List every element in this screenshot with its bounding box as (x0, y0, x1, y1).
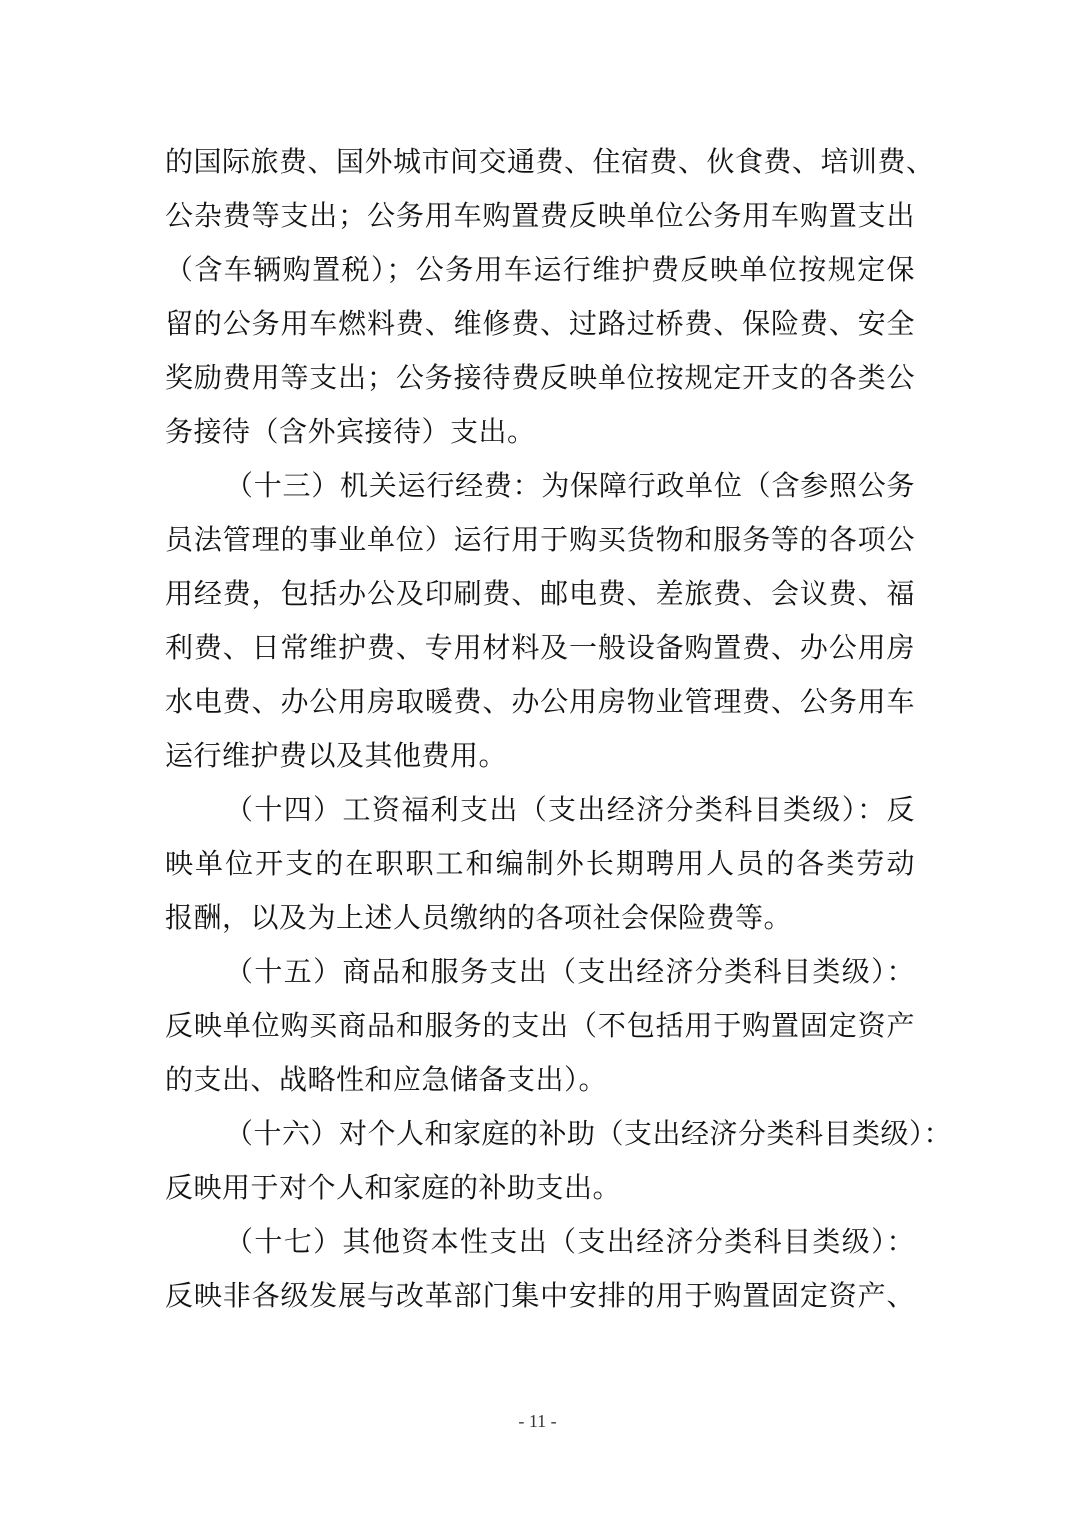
body-text-line: 利费、日常维护费、专用材料及一般设备购置费、办公用房 (165, 631, 915, 664)
body-text-line: 运行维护费以及其他费用。 (165, 739, 508, 772)
body-text-line: 水电费、办公用房取暖费、办公用房物业管理费、公务用车 (165, 685, 915, 718)
section-heading-line: （十七）其他资本性支出（支出经济分类科目类级）： (225, 1225, 915, 1258)
section-heading-line: （十六）对个人和家庭的补助（支出经济分类科目类级）： (225, 1117, 953, 1150)
body-text-line: 奖励费用等支出；公务接待费反映单位按规定开支的各类公 (165, 361, 915, 394)
page-number: - 11 - (518, 1411, 557, 1431)
body-text-line: （含车辆购置税）；公务用车运行维护费反映单位按规定保 (165, 253, 915, 286)
body-text-line: 员法管理的事业单位）运行用于购买货物和服务等的各项公 (165, 523, 915, 556)
body-text-line: 反映用于对个人和家庭的补助支出。 (165, 1171, 622, 1204)
body-text-line: 留的公务用车燃料费、维修费、过路过桥费、保险费、安全 (165, 307, 915, 340)
section-heading-line: （十三）机关运行经费：为保障行政单位（含参照公务 (225, 469, 915, 502)
section-heading-line: （十四）工资福利支出（支出经济分类科目类级）：反 (225, 793, 915, 826)
body-text-line: 反映非各级发展与改革部门集中安排的用于购置固定资产、 (165, 1279, 915, 1312)
body-text-line: 映单位开支的在职职工和编制外长期聘用人员的各类劳动 (165, 847, 915, 880)
body-text-line: 务接待（含外宾接待）支出。 (165, 415, 536, 448)
body-text-line: 用经费，包括办公及印刷费、邮电费、差旅费、会议费、福 (165, 577, 915, 610)
section-heading-line: （十五）商品和服务支出（支出经济分类科目类级）： (225, 955, 915, 988)
body-text-line: 的支出、战略性和应急储备支出）。 (165, 1063, 608, 1096)
body-text-line: 报酬，以及为上述人员缴纳的各项社会保险费等。 (165, 901, 793, 934)
body-text-line: 反映单位购买商品和服务的支出（不包括用于购置固定资产 (165, 1009, 915, 1042)
body-text-line: 的国际旅费、国外城市间交通费、住宿费、伙食费、培训费、 (165, 145, 935, 178)
body-text-line: 公杂费等支出；公务用车购置费反映单位公务用车购置支出 (165, 199, 915, 232)
